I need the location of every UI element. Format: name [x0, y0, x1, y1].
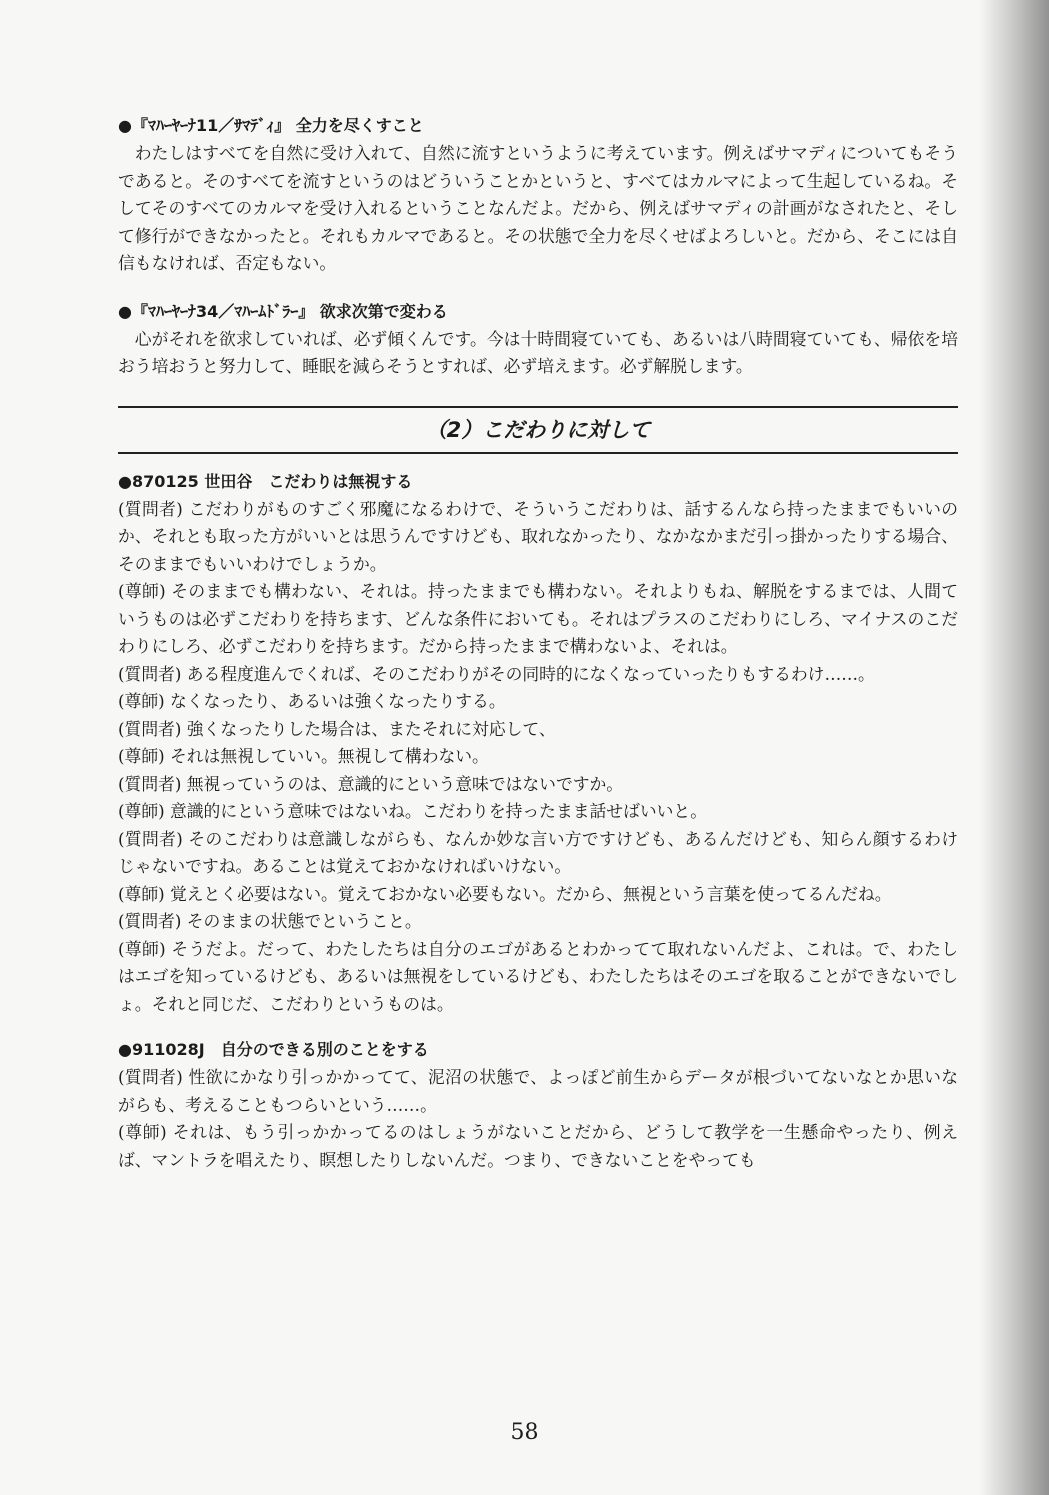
- dialog-line: (質問者) そのままの状態でということ。: [118, 911, 422, 931]
- dialog-line: (尊師) それは無視していい。無視して構わない。: [118, 746, 489, 766]
- page-number: 58: [510, 1420, 539, 1445]
- dialog-line: (尊師) なくなったり、あるいは強くなったりする。: [118, 691, 506, 711]
- dialog-line: (質問者) こだわりがものすごく邪魔になるわけで、そういうこだわりは、話するんなら持ったままでもいいのか、それとも取った方がいいとは思うんですけども、取れなかったり、なかなかまだ引っ掛かったりする場合、そのままでもいいわけでしょうか。: [118, 498, 958, 574]
- dialog-line: (質問者) ある程度進んでくれば、そのこだわりがその同時的になくなっていったりもするわけ……。: [118, 663, 875, 684]
- dialog2-heading: ●911028J 自分のできる別のことをする: [118, 1040, 429, 1059]
- dialog1-heading: ●870125 世田谷 こだわりは無視する: [118, 471, 413, 491]
- section-heading-samadhi: ●『ﾏﾊｰﾔｰﾅ11／ｻﾏﾃﾞｨ』 全力を尽くすこと: [118, 116, 424, 135]
- paragraph-samadhi: わたしはすべてを自然に受け入れて、自然に流すというように考えています。例えばサマディについてもそうであると。そのすべてを流すというのはどういうことかというと、すべてはカルマによって生起しているね。そしてそのすべてのカルマを受け入れるということなんだよ。だから、例えばサマディの計画がなされたと、そして修行ができなかったと。それもカルマであると。その状態で全力を尽くせばよろしいと。だから、そこには自信もなければ、否定もない。: [118, 143, 958, 273]
- document-page: [118, 112, 958, 1174]
- dialog-line: (質問者) 強くなったりした場合は、またそれに対応して、: [118, 718, 556, 739]
- dialog-line: (尊師) そのままでも構わない、それは。持ったままでも構わない。それよりもね、解脱をするまでは、人間ていうものは必ずこだわりを持ちます、どんな条件においても。それはプラスのこだわりにしろ、マイナスのこだわりにしろ、必ずこだわりを持ちます。だから持ったままで構わないよ、それは。: [118, 581, 958, 656]
- dialog-line: (尊師) そうだよ。だって、わたしたちは自分のエゴがあるとわかってて取れないんだよ、これは。で、わたしはエゴを知っているけども、あるいは無視をしているけども、わたしたちはそのエゴを取ることができないでしょ。それと同じだ、こだわりというものは。: [118, 938, 958, 1014]
- section-heading-mahamudra: ●『ﾏﾊｰﾔｰﾅ34／ﾏﾊｰﾑﾄﾞﾗｰ』 欲求次第で変わる: [118, 301, 448, 321]
- dialog-line: (尊師) それは、もう引っかかってるのはしょうがないことだから、どうして教学を一生懸命やったり、例えば、マントラを唱えたり、瞑想したりしないんだ。つまり、できないことをやっても: [118, 1122, 958, 1170]
- dialog-line: (質問者) 性欲にかなり引っかかってて、泥沼の状態で、よっぽど前生からデータが根づいてないなとか思いながらも、考えることもつらいという……。: [118, 1067, 958, 1115]
- dialog-line: (質問者) 無視っていうのは、意識的にという意味ではないですか。: [118, 773, 624, 794]
- dialog-line: (尊師) 意識的にという意味ではないね。こだわりを持ったまま話せばいいと。: [118, 801, 707, 821]
- paragraph-mahamudra: 心がそれを欲求していれば、必ず傾くんです。今は十時間寝ていても、あるいは八時間寝ていても、帰依を培おう培おうと努力して、睡眠を減らそうとすれば、必ず培えます。必ず解脱します。: [118, 328, 958, 376]
- page-edge-shadow: [979, 0, 1049, 1495]
- dialog-line: (質問者) そのこだわりは意識しながらも、なんか妙な言い方ですけども、あるんだけども、知らん顔するわけじゃないですね。あることは覚えておかなければいけない。: [118, 828, 958, 876]
- section-title: （2）こだわりに対して: [425, 417, 651, 442]
- dialog-line: (尊師) 覚えとく必要はない。覚えておかない必要もない。だから、無視という言葉を使ってるんだね。: [118, 883, 892, 904]
